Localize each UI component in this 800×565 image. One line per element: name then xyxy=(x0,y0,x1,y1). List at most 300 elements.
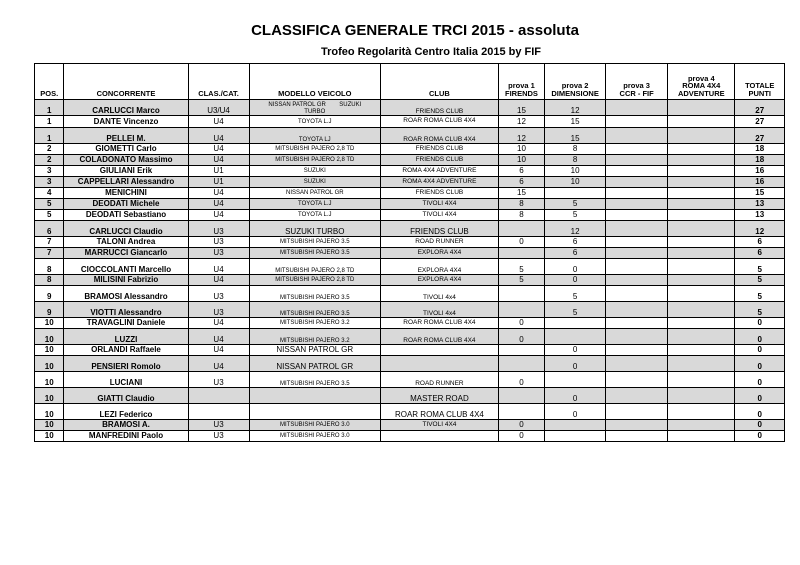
cell-total: 27 xyxy=(735,100,785,116)
cell-cat: U4 xyxy=(188,329,249,345)
table-row xyxy=(35,237,785,248)
cell-club: TIVOLI 4x4 xyxy=(381,286,499,302)
table-row xyxy=(35,431,785,442)
cell-pos: 7 xyxy=(35,237,64,248)
cell-prova2: 5 xyxy=(545,199,606,210)
cell-prova2: 0 xyxy=(545,345,606,356)
cell-prova1: 0 xyxy=(498,237,544,248)
table-row xyxy=(35,128,785,144)
cell-cat: U4 xyxy=(188,199,249,210)
table-row xyxy=(35,116,785,128)
cell-prova1: 12 xyxy=(498,116,544,128)
cell-prova4 xyxy=(668,100,735,116)
cell-prova4 xyxy=(668,199,735,210)
table-row xyxy=(35,248,785,259)
cell-prova2 xyxy=(545,318,606,329)
table-row xyxy=(35,100,785,116)
cell-total: 0 xyxy=(735,345,785,356)
cell-model: MITSUBISHI PAJERO 3.0 xyxy=(249,431,380,442)
cell-prova2: 5 xyxy=(545,302,606,318)
cell-pos: 1 xyxy=(35,128,64,144)
cell-prova4 xyxy=(668,356,735,372)
table-row xyxy=(35,221,785,237)
cell-prova2: 0 xyxy=(545,259,606,275)
cell-prova1: 8 xyxy=(498,199,544,210)
cell-prova1: 5 xyxy=(498,259,544,275)
cell-prova2: 15 xyxy=(545,116,606,128)
header-concorrente: CONCORRENTE xyxy=(64,64,188,100)
header-prova1-line1: prova 1 xyxy=(508,81,535,90)
cell-club xyxy=(381,345,499,356)
header-prova3-line2: CCR - FIF xyxy=(619,88,654,98)
table-row xyxy=(35,199,785,210)
cell-pos: 1 xyxy=(35,100,64,116)
cell-name: COLADONATO Massimo xyxy=(64,155,188,166)
cell-name: CARLUCCI Claudio xyxy=(64,221,188,237)
cell-name: PENSIERI Romolo xyxy=(64,356,188,372)
cell-pos: 10 xyxy=(35,372,64,388)
header-prova2-line1: prova 2 xyxy=(561,81,589,90)
cell-prova3 xyxy=(606,166,668,177)
cell-pos: 10 xyxy=(35,388,64,404)
cell-name: PELLEI M. xyxy=(64,128,188,144)
table-row xyxy=(35,356,785,372)
cell-total: 6 xyxy=(735,237,785,248)
header-prova4-line1: prova 4 xyxy=(687,73,715,83)
header-prova1 xyxy=(498,64,544,100)
cell-total: 13 xyxy=(735,199,785,210)
cell-model xyxy=(249,404,380,420)
cell-prova2: 10 xyxy=(545,166,606,177)
cell-name: GIULIANI Erik xyxy=(64,166,188,177)
cell-prova2: 6 xyxy=(545,248,606,259)
cell-model: TOYOTA L.J xyxy=(249,116,380,128)
table-row xyxy=(35,420,785,431)
cell-prova2 xyxy=(545,329,606,345)
cell-prova2: 0 xyxy=(545,388,606,404)
cell-name: LUCIANI xyxy=(64,372,188,388)
cell-pos: 10 xyxy=(35,356,64,372)
cell-prova2 xyxy=(545,420,606,431)
cell-total: 15 xyxy=(735,188,785,199)
cell-total: 5 xyxy=(735,286,785,302)
cell-prova3 xyxy=(606,116,668,128)
cell-prova4 xyxy=(668,404,735,420)
cell-cat: U3 xyxy=(188,431,249,442)
cell-cat: U3/U4 xyxy=(188,100,249,116)
cell-pos: 10 xyxy=(35,318,64,329)
cell-prova3 xyxy=(606,372,668,388)
table-row xyxy=(35,372,785,388)
header-prova2 xyxy=(545,64,606,100)
cell-prova3 xyxy=(606,431,668,442)
cell-prova1: 5 xyxy=(498,275,544,286)
cell-model: MITSUBISHI PAJERO 3.5 xyxy=(249,286,380,302)
cell-total: 16 xyxy=(735,177,785,188)
cell-club: FRIENDS CLUB xyxy=(381,155,499,166)
header-prova1-line2: FIRENDS xyxy=(505,88,538,98)
cell-prova4 xyxy=(668,302,735,318)
cell-club: FRIENDS CLUB xyxy=(381,100,499,116)
cell-prova3 xyxy=(606,100,668,116)
cell-prova1: 10 xyxy=(498,144,544,155)
cell-name: MANFREDINI Paolo xyxy=(64,431,188,442)
header-prova2-line2: DIMENSIONE xyxy=(551,88,599,98)
cell-total: 0 xyxy=(735,356,785,372)
cell-club: ROAD RUNNER xyxy=(381,237,499,248)
cell-pos: 10 xyxy=(35,329,64,345)
cell-prova4 xyxy=(668,286,735,302)
header-totale-line1: TOTALE xyxy=(745,81,775,90)
table-row xyxy=(35,177,785,188)
cell-club: EXPLORA 4X4 xyxy=(381,248,499,259)
cell-total: 0 xyxy=(735,404,785,420)
cell-prova4 xyxy=(668,210,735,221)
cell-prova1: 15 xyxy=(498,100,544,116)
cell-prova1 xyxy=(498,221,544,237)
cell-cat: U4 xyxy=(188,356,249,372)
cell-name: LUZZI xyxy=(64,329,188,345)
cell-prova1: 6 xyxy=(498,177,544,188)
table-row xyxy=(35,329,785,345)
cell-name: GIOMETTI Carlo xyxy=(64,144,188,155)
cell-prova2: 12 xyxy=(545,221,606,237)
cell-club: FRIENDS CLUB xyxy=(381,188,499,199)
cell-club: ROAR ROMA CLUB 4X4 xyxy=(381,318,499,329)
cell-pos: 3 xyxy=(35,166,64,177)
cell-pos: 2 xyxy=(35,155,64,166)
header-prova4 xyxy=(668,64,735,100)
cell-name: GIATTI Claudio xyxy=(64,388,188,404)
cell-club xyxy=(381,431,499,442)
table-row xyxy=(35,345,785,356)
header-clas: CLAS./CAT. xyxy=(188,64,249,100)
cell-prova2: 0 xyxy=(545,404,606,420)
cell-model: MITSUBISHI PAJERO 2,8 TD xyxy=(249,259,380,275)
cell-prova1: 15 xyxy=(498,188,544,199)
cell-cat: U3 xyxy=(188,372,249,388)
cell-prova3 xyxy=(606,302,668,318)
cell-club: ROAD RUNNER xyxy=(381,372,499,388)
cell-cat: U3 xyxy=(188,221,249,237)
cell-total: 0 xyxy=(735,388,785,404)
cell-name: BRAMOSI Alessandro xyxy=(64,286,188,302)
cell-prova2: 8 xyxy=(545,144,606,155)
cell-model: NISSAN PATROL GR xyxy=(249,356,380,372)
cell-prova3 xyxy=(606,286,668,302)
cell-club: TIVOLI 4X4 xyxy=(381,199,499,210)
cell-cat: U4 xyxy=(188,259,249,275)
cell-cat xyxy=(188,404,249,420)
table-row xyxy=(35,166,785,177)
cell-prova3 xyxy=(606,188,668,199)
cell-prova3 xyxy=(606,318,668,329)
cell-name: LEZI Federico xyxy=(64,404,188,420)
cell-prova3 xyxy=(606,155,668,166)
cell-name: ORLANDI Raffaele xyxy=(64,345,188,356)
cell-model: NISSAN PATROL GR xyxy=(249,345,380,356)
cell-prova1: 6 xyxy=(498,166,544,177)
cell-total: 13 xyxy=(735,210,785,221)
ranking-table xyxy=(34,63,785,442)
cell-model-part-b: SUZUKI xyxy=(339,102,362,109)
header-prova3-line1: prova 3 xyxy=(623,81,650,90)
cell-prova4 xyxy=(668,275,735,286)
cell-model: SUZUKI xyxy=(249,177,380,188)
table-row xyxy=(35,259,785,275)
cell-name: TALONI Andrea xyxy=(64,237,188,248)
cell-cat: U1 xyxy=(188,166,249,177)
cell-model xyxy=(249,100,380,116)
cell-prova4 xyxy=(668,259,735,275)
cell-total: 0 xyxy=(735,318,785,329)
cell-model: MITSUBISHI PAJERO 3.5 xyxy=(249,237,380,248)
cell-prova1: 0 xyxy=(498,318,544,329)
cell-model: NISSAN PATROL GR xyxy=(249,188,380,199)
cell-prova2: 0 xyxy=(545,356,606,372)
page-title: CLASSIFICA GENERALE TRCI 2015 - assoluta xyxy=(251,22,579,39)
cell-model: MITSUBISHI PAJERO 3.5 xyxy=(249,302,380,318)
cell-prova1 xyxy=(498,286,544,302)
cell-cat: U4 xyxy=(188,144,249,155)
cell-prova3 xyxy=(606,248,668,259)
cell-model: SUZUKI TURBO xyxy=(249,221,380,237)
cell-pos: 2 xyxy=(35,144,64,155)
cell-name: DANTE Vincenzo xyxy=(64,116,188,128)
cell-prova4 xyxy=(668,318,735,329)
cell-name: MARRUCCI Giancarlo xyxy=(64,248,188,259)
cell-prova4 xyxy=(668,155,735,166)
cell-cat: U3 xyxy=(188,420,249,431)
cell-model: SUZUKI xyxy=(249,166,380,177)
cell-prova2: 12 xyxy=(545,100,606,116)
cell-prova4 xyxy=(668,431,735,442)
cell-pos: 1 xyxy=(35,116,64,128)
header-prova4-line2: ROMA 4X4 xyxy=(682,81,721,90)
cell-total: 18 xyxy=(735,155,785,166)
cell-club: ROAR ROMA CLUB 4X4 xyxy=(381,329,499,345)
cell-prova4 xyxy=(668,221,735,237)
cell-total: 5 xyxy=(735,259,785,275)
cell-prova3 xyxy=(606,345,668,356)
cell-prova1 xyxy=(498,248,544,259)
cell-total: 0 xyxy=(735,431,785,442)
cell-model-line1 xyxy=(252,102,378,108)
cell-club: FRIENDS CLUB xyxy=(381,144,499,155)
cell-model: MITSUBISHI PAJERO 2,8 TD xyxy=(249,155,380,166)
cell-model: MITSUBISHI PAJERO 2,8 TD xyxy=(249,144,380,155)
cell-prova3 xyxy=(606,275,668,286)
cell-prova4 xyxy=(668,128,735,144)
cell-pos: 6 xyxy=(35,221,64,237)
cell-pos: 4 xyxy=(35,188,64,199)
cell-prova3 xyxy=(606,388,668,404)
cell-model: MITSUBISHI PAJERO 3.2 xyxy=(249,318,380,329)
cell-model: MITSUBISHI PAJERO 2,8 TD xyxy=(249,275,380,286)
cell-club: EXPLORA 4X4 xyxy=(381,259,499,275)
cell-name: DEODATI Michele xyxy=(64,199,188,210)
cell-prova3 xyxy=(606,177,668,188)
cell-pos: 10 xyxy=(35,404,64,420)
cell-model: MITSUBISHI PAJERO 3.5 xyxy=(249,248,380,259)
cell-prova2 xyxy=(545,188,606,199)
cell-model: MITSUBISHI PAJERO 3.2 xyxy=(249,329,380,345)
table-row xyxy=(35,404,785,420)
cell-pos: 9 xyxy=(35,302,64,318)
cell-cat: U4 xyxy=(188,155,249,166)
cell-prova2: 8 xyxy=(545,155,606,166)
cell-model-line2: TURBO xyxy=(304,108,326,115)
cell-cat: U4 xyxy=(188,188,249,199)
cell-model: MITSUBISHI PAJERO 3.0 xyxy=(249,420,380,431)
cell-pos: 10 xyxy=(35,345,64,356)
cell-name: CIOCCOLANTI Marcello xyxy=(64,259,188,275)
cell-pos: 10 xyxy=(35,420,64,431)
cell-prova4 xyxy=(668,188,735,199)
cell-prova2: 10 xyxy=(545,177,606,188)
table-row xyxy=(35,155,785,166)
cell-prova1: 0 xyxy=(498,329,544,345)
cell-prova3 xyxy=(606,221,668,237)
cell-club: ROAR ROMA CLUB 4X4 xyxy=(381,116,499,128)
ranking-body xyxy=(35,100,785,442)
cell-total: 16 xyxy=(735,166,785,177)
cell-pos: 5 xyxy=(35,199,64,210)
header-totale-line2: PUNTI xyxy=(748,88,771,98)
cell-cat: U4 xyxy=(188,275,249,286)
cell-club: ROMA 4X4 ADVENTURE xyxy=(381,166,499,177)
cell-prova4 xyxy=(668,237,735,248)
cell-cat: U4 xyxy=(188,345,249,356)
cell-prova3 xyxy=(606,259,668,275)
cell-prova4 xyxy=(668,329,735,345)
header-prova3 xyxy=(606,64,668,100)
cell-model xyxy=(249,388,380,404)
cell-cat: U4 xyxy=(188,116,249,128)
cell-club: FRIENDS CLUB xyxy=(381,221,499,237)
cell-model: TOYOTA LJ xyxy=(249,128,380,144)
cell-prova4 xyxy=(668,345,735,356)
cell-total: 0 xyxy=(735,329,785,345)
cell-prova4 xyxy=(668,372,735,388)
cell-prova4 xyxy=(668,144,735,155)
cell-pos: 10 xyxy=(35,431,64,442)
header-prova4-line3: ADVENTURE xyxy=(677,88,725,98)
cell-cat: U3 xyxy=(188,237,249,248)
cell-club: ROAR ROMA CLUB 4X4 xyxy=(381,128,499,144)
cell-prova1 xyxy=(498,345,544,356)
header-pos: POS. xyxy=(35,64,64,100)
cell-prova1 xyxy=(498,388,544,404)
table-row xyxy=(35,144,785,155)
cell-prova1 xyxy=(498,404,544,420)
cell-club: EXPLORA 4X4 xyxy=(381,275,499,286)
cell-club: ROAR ROMA CLUB 4X4 xyxy=(381,404,499,420)
table-row xyxy=(35,286,785,302)
cell-prova2: 0 xyxy=(545,275,606,286)
cell-model: MITSUBISHI PAJERO 3.5 xyxy=(249,372,380,388)
cell-pos: 9 xyxy=(35,286,64,302)
cell-prova1 xyxy=(498,302,544,318)
cell-total: 27 xyxy=(735,116,785,128)
cell-total: 5 xyxy=(735,302,785,318)
table-row xyxy=(35,188,785,199)
cell-model-part-a: NISSAN PATROL GR xyxy=(268,102,326,109)
cell-prova3 xyxy=(606,420,668,431)
cell-name: CARLUCCI Marco xyxy=(64,100,188,116)
cell-prova1: 8 xyxy=(498,210,544,221)
table-row xyxy=(35,275,785,286)
cell-prova1: 12 xyxy=(498,128,544,144)
cell-prova4 xyxy=(668,248,735,259)
cell-total: 5 xyxy=(735,275,785,286)
cell-total: 12 xyxy=(735,221,785,237)
cell-cat: U3 xyxy=(188,302,249,318)
cell-cat: U4 xyxy=(188,128,249,144)
cell-total: 18 xyxy=(735,144,785,155)
cell-prova4 xyxy=(668,116,735,128)
cell-club: MASTER ROAD xyxy=(381,388,499,404)
cell-prova3 xyxy=(606,199,668,210)
cell-cat: U4 xyxy=(188,210,249,221)
table-row xyxy=(35,318,785,329)
cell-name: MILISINI Fabrizio xyxy=(64,275,188,286)
table-row xyxy=(35,388,785,404)
cell-cat: U1 xyxy=(188,177,249,188)
cell-prova2 xyxy=(545,431,606,442)
cell-pos: 8 xyxy=(35,275,64,286)
cell-prova3 xyxy=(606,210,668,221)
cell-name: VIOTTI Alessandro xyxy=(64,302,188,318)
cell-pos: 3 xyxy=(35,177,64,188)
cell-name: MENICHINI xyxy=(64,188,188,199)
cell-prova3 xyxy=(606,329,668,345)
cell-prova2: 6 xyxy=(545,237,606,248)
cell-prova3 xyxy=(606,128,668,144)
cell-cat: U4 xyxy=(188,318,249,329)
cell-prova2: 5 xyxy=(545,286,606,302)
cell-prova1: 0 xyxy=(498,431,544,442)
cell-pos: 8 xyxy=(35,259,64,275)
cell-total: 27 xyxy=(735,128,785,144)
cell-prova4 xyxy=(668,177,735,188)
header-row xyxy=(35,64,785,100)
cell-prova2: 15 xyxy=(545,128,606,144)
cell-pos: 7 xyxy=(35,248,64,259)
cell-prova2 xyxy=(545,372,606,388)
cell-club xyxy=(381,356,499,372)
cell-cat: U3 xyxy=(188,248,249,259)
cell-club: TIVOLI 4X4 xyxy=(381,420,499,431)
cell-prova3 xyxy=(606,144,668,155)
cell-name: CAPPELLARI Alessandro xyxy=(64,177,188,188)
cell-prova4 xyxy=(668,166,735,177)
cell-total: 0 xyxy=(735,420,785,431)
table-row xyxy=(35,302,785,318)
cell-prova4 xyxy=(668,388,735,404)
cell-model: TOYOTA L.J xyxy=(249,199,380,210)
cell-pos: 5 xyxy=(35,210,64,221)
cell-model: TOYOTA L.J xyxy=(249,210,380,221)
cell-club: TIVOLI 4X4 xyxy=(381,210,499,221)
cell-prova4 xyxy=(668,420,735,431)
cell-prova3 xyxy=(606,237,668,248)
cell-club: ROMA 4X4 ADVENTURE xyxy=(381,177,499,188)
cell-prova2: 5 xyxy=(545,210,606,221)
page-subtitle: Trofeo Regolarità Centro Italia 2015 by FIF xyxy=(320,46,542,58)
cell-club: TIVOLI 4x4 xyxy=(381,302,499,318)
header-totale xyxy=(735,64,785,100)
